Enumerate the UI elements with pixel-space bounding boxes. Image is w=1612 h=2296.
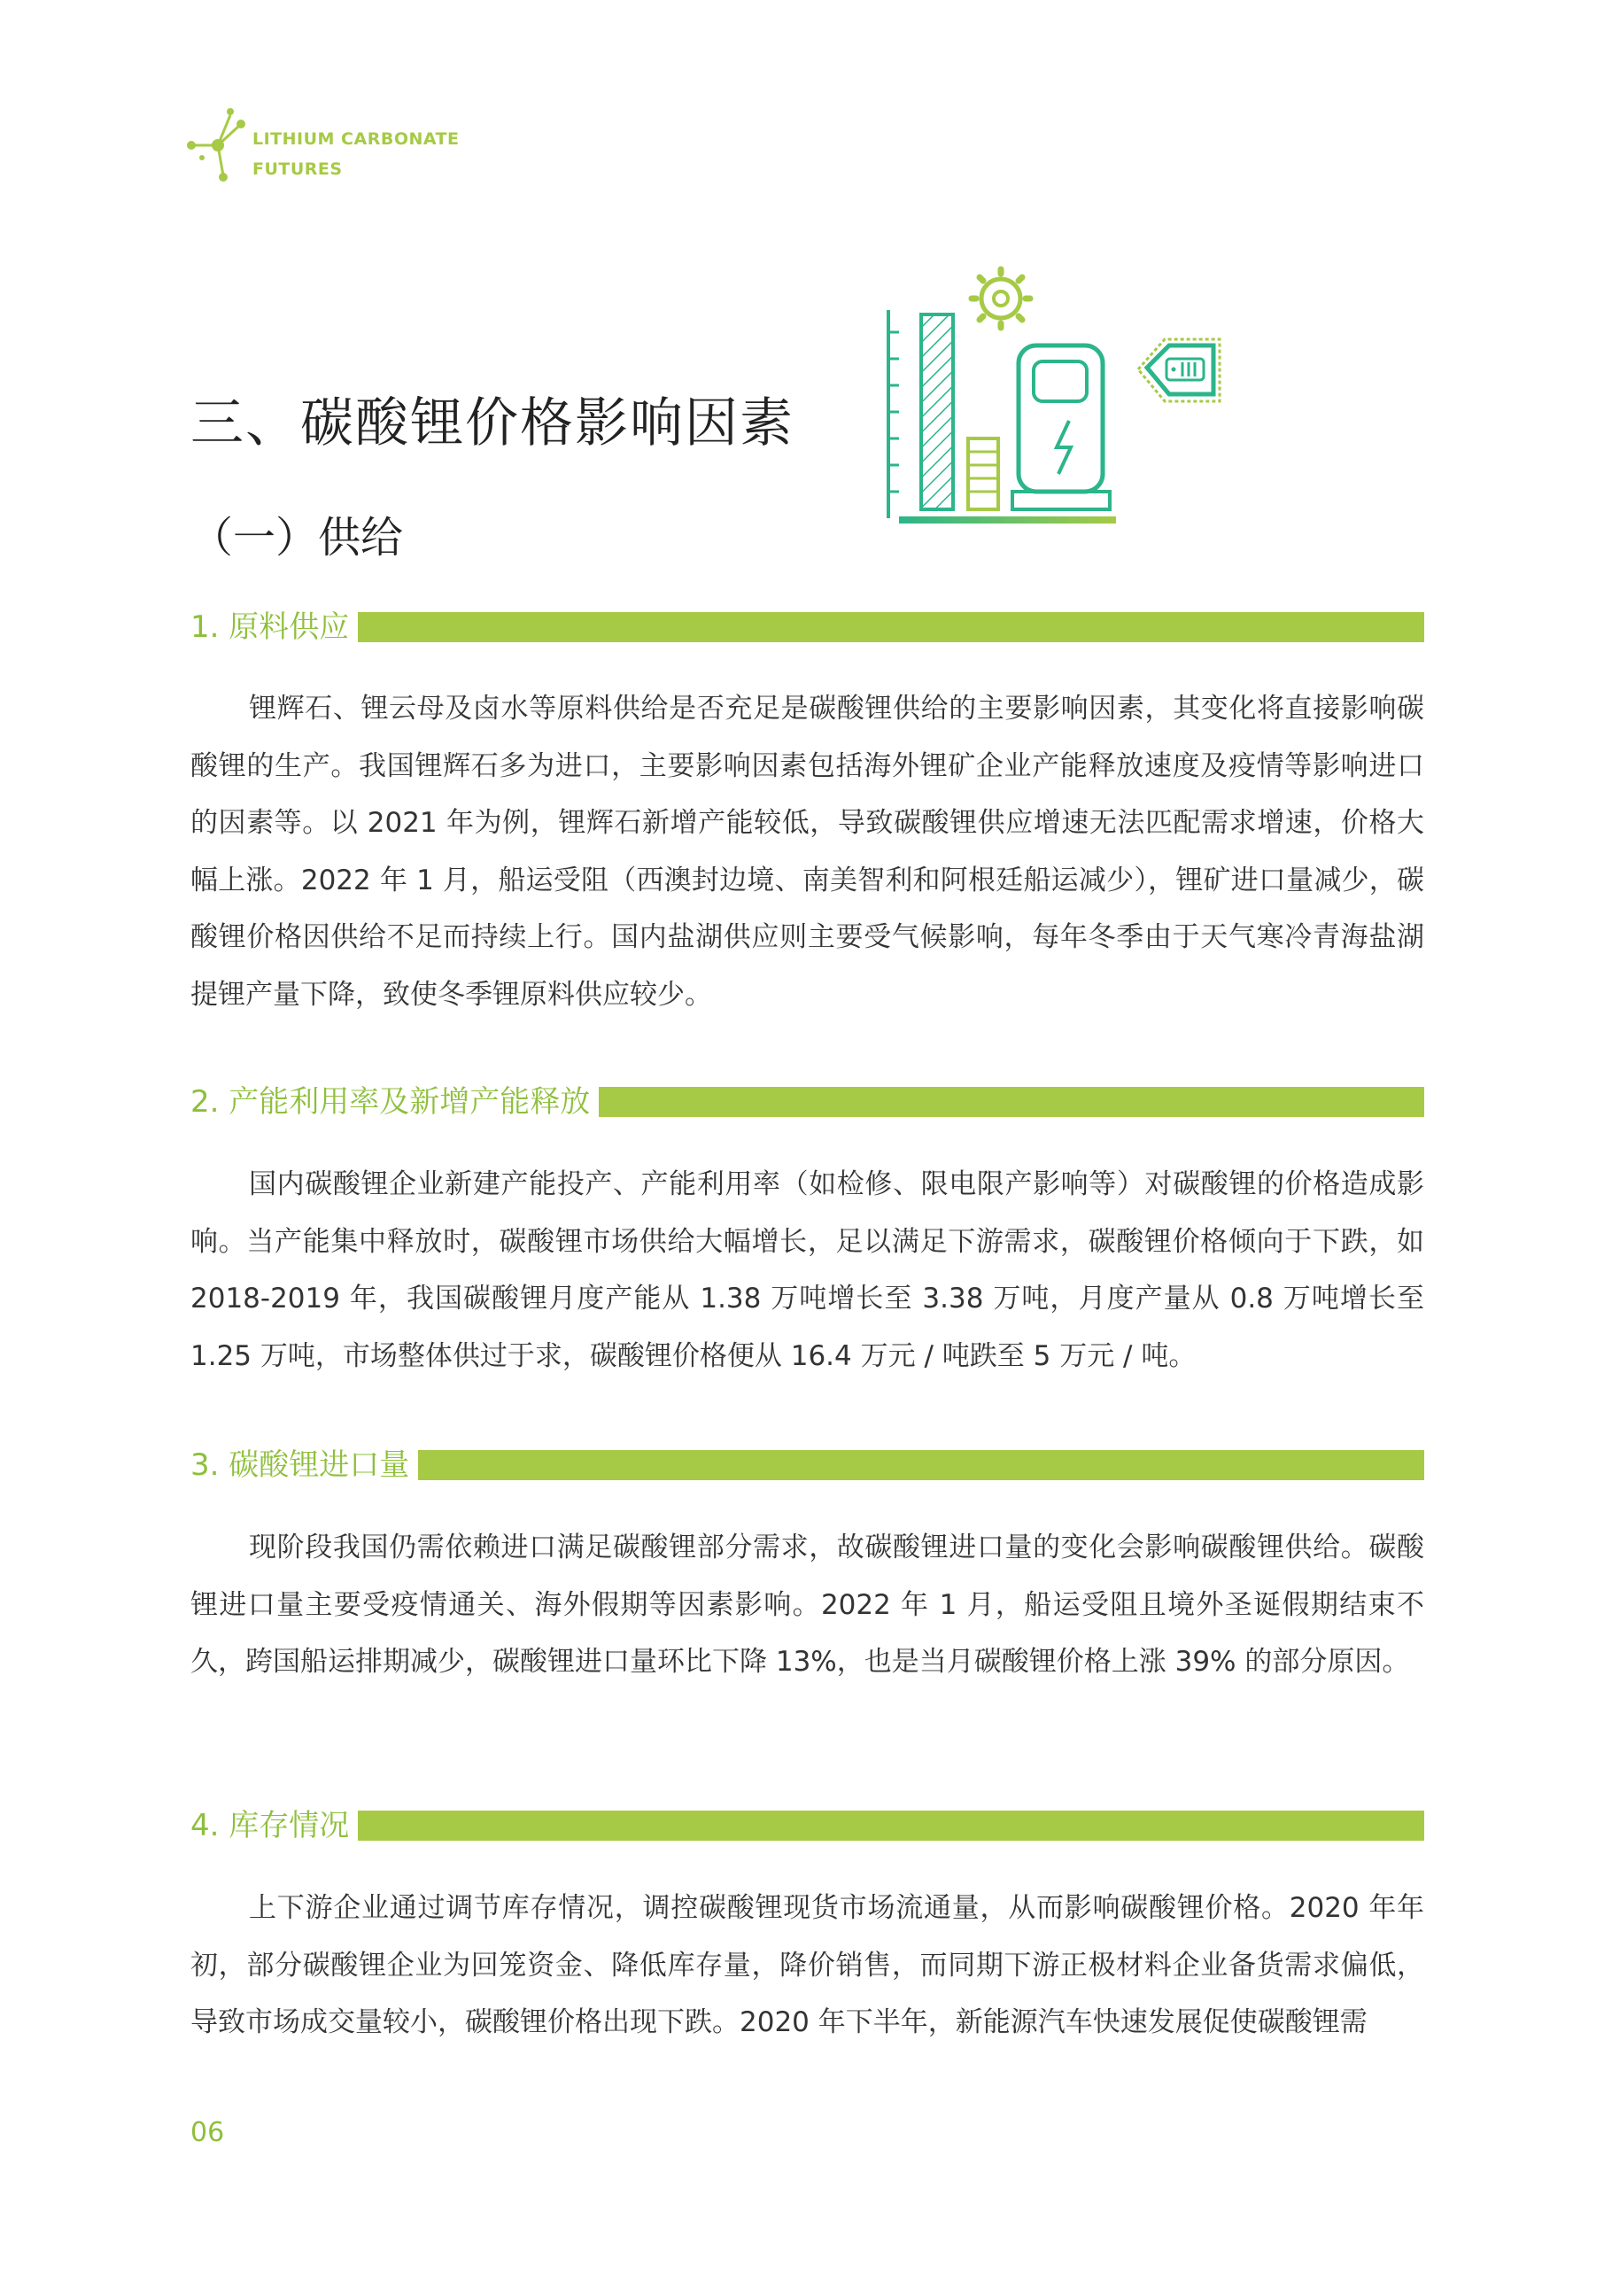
subsection-heading-text: 1. 原料供应 — [190, 609, 350, 645]
ev-charging-station-icon — [881, 261, 1236, 527]
subsection-heading-text: 4. 库存情况 — [190, 1808, 350, 1843]
paragraph-raw-material: 锂辉石、锂云母及卤水等原料供给是否充足是碳酸锂供给的主要影响因素，其变化将直接影响碳酸锂的生产。我国锂辉石多为进口，主要影响因素包括海外锂矿企业产能释放速度及疫情等影响进口的因素等。以 2021 年为例，锂辉石新增产能较低，导致碳酸锂供应增速无法匹配需求增速，价格大幅上涨。2022 年 1 月，船运受阻（西澳封边境、南美智利和阿根廷船运减少），锂矿进口量减少，碳酸锂价格因供给不足而持续上行。国内盐湖供应则主要受气候影响，每年冬季由于天气寒冷青海盐湖提锂产量下降，致使冬季锂原料供应较少。 — [190, 693, 1424, 1011]
page-number: 06 — [190, 2117, 225, 2148]
section-title: （一）供给 — [190, 513, 404, 562]
subsection-heading-imports — [190, 1444, 1424, 1486]
paragraph-capacity: 国内碳酸锂企业新建产能投产、产能利用率（如检修、限电限产影响等）对碳酸锂的价格造成影响。当产能集中释放时，碳酸锂市场供给大幅增长，足以满足下游需求，碳酸锂价格倾向于下跌，如 2018-2019 年，我国碳酸锂月度产能从 1.38 万吨增长至 3.38 万吨，月度产量从 0.8 万吨增长至 1.25 万吨，市场整体供过于求，碳酸锂价格便从 16.4 万元 / 吨跌至 5 万元 / 吨。 — [190, 1168, 1424, 1372]
heading-accent-bar — [358, 1811, 1424, 1841]
subsection-heading-text: 3. 碳酸锂进口量 — [190, 1447, 410, 1483]
subsection-heading-capacity — [190, 1081, 1424, 1123]
brand-logo — [186, 99, 478, 188]
heading-accent-bar — [418, 1450, 1424, 1480]
heading-accent-bar — [599, 1087, 1424, 1117]
subsection-heading-raw-material — [190, 606, 1424, 648]
paragraph-imports: 现阶段我国仍需依赖进口满足碳酸锂部分需求，故碳酸锂进口量的变化会影响碳酸锂供给。碳酸锂进口量主要受疫情通关、海外假期等因素影响。2022 年 1 月，船运受阻且境外圣诞假期结束不久，跨国船运排期减少，碳酸锂进口量环比下降 13%，也是当月碳酸锂价格上涨 39% 的部分原因。 — [190, 1532, 1424, 1678]
chapter-title: 三、碳酸锂价格影响因素 — [190, 392, 794, 454]
brand-name — [252, 124, 460, 184]
molecule-icon — [186, 99, 257, 188]
paragraph-inventory: 上下游企业通过调节库存情况，调控碳酸锂现货市场流通量，从而影响碳酸锂价格。2020 年年初，部分碳酸锂企业为回笼资金、降低库存量，降价销售，而同期下游正极材料企业备货需求偏低，导致市场成交量较小，碳酸锂价格出现下跌。2020 年下半年，新能源汽车快速发展促使碳酸锂需 — [190, 1892, 1424, 2038]
brand-line-1: LITHIUM CARBONATE — [252, 129, 460, 149]
battery-tag-icon — [1138, 339, 1220, 401]
gear-icon — [972, 269, 1030, 328]
heading-accent-bar — [358, 612, 1424, 642]
subsection-heading-inventory — [190, 1804, 1424, 1847]
subsection-heading-text: 2. 产能利用率及新增产能释放 — [190, 1084, 591, 1120]
brand-line-2: FUTURES — [252, 159, 343, 179]
